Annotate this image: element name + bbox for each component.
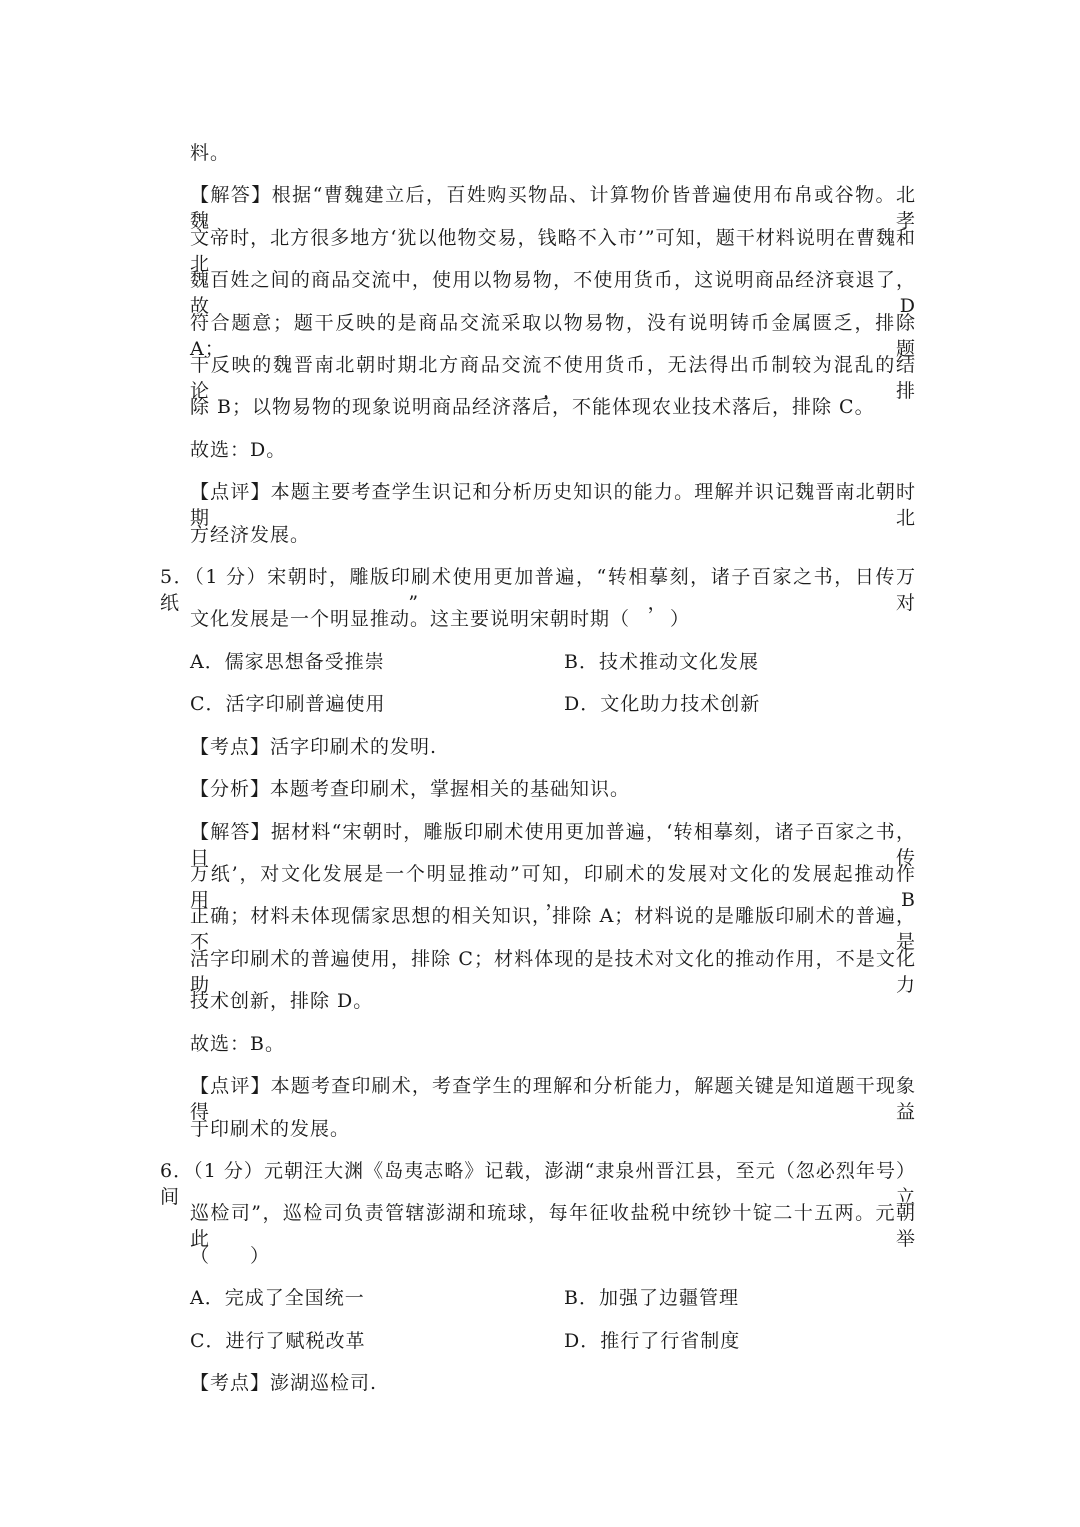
q6-option-c: C．进行了赋税改革 (190, 1330, 366, 1352)
q6-stem-line: （ ） (190, 1245, 271, 1267)
q5-choice: 故选：B。 (190, 1033, 285, 1055)
q5-answer-line: 正确；材料未体现儒家思想的相关知识，排除 A；材料说的是雕版印刷术的普遍，不是 (190, 905, 916, 953)
q6-option-a: A．完成了全国统一 (190, 1287, 365, 1309)
q5-answer-line: 活字印刷术的普遍使用，排除 C；材料体现的是技术对文化的推动作用，不是文化助力 (190, 948, 916, 996)
q5-fenxi: 【分析】本题考查印刷术，掌握相关的基础知识。 (190, 778, 631, 800)
q5-option-a: A．儒家思想备受推崇 (190, 651, 385, 673)
prev-answer-line: 干反映的魏晋南北朝时期北方商品交流不使用货币，无法得出币制较为混乱的结论，排 (190, 354, 916, 402)
q6-option-b: B．加强了边疆管理 (564, 1287, 739, 1309)
prev-answer-line: 符合题意；题干反映的是商品交流采取以物易物，没有说明铸币金属匮乏，排除 A；题 (190, 312, 916, 360)
q5-comment-line: 于印刷术的发展。 (190, 1118, 351, 1140)
q5-stem-line: 5．（1 分）宋朝时，雕版印刷术使用更加普遍，“转相摹刻，诸子百家之书，日传万纸”，对 (160, 566, 916, 614)
prev-answer-line: 除 B；以物易物的现象说明商品经济落后，不能体现农业技术落后，排除 C。 (190, 396, 875, 418)
q5-comment-line: 【点评】本题考查印刷术，考查学生的理解和分析能力，解题关键是知道题干现象得益 (190, 1075, 916, 1123)
q5-answer-line: 技术创新，排除 D。 (190, 990, 374, 1012)
q5-kaodian: 【考点】活字印刷术的发明. (190, 736, 438, 758)
prev-answer-line: 魏百姓之间的商品交流中，使用以物易物，不使用货币，这说明商品经济衰退了，故 D (190, 269, 916, 317)
q5-option-b: B．技术推动文化发展 (564, 651, 759, 673)
prev-answer-line: 【解答】根据“曹魏建立后，百姓购买物品、计算物价皆普遍使用布帛或谷物。北魏孝 (190, 184, 916, 232)
q6-stem-line: 6．（1 分）元朝汪大渊《岛夷志略》记载，澎湖“隶泉州晋江县，至元（忽必烈年号）间立 (160, 1160, 916, 1208)
q5-option-c: C．活字印刷普遍使用 (190, 693, 386, 715)
prev-answer-line: 文帝时，北方很多地方‘犹以他物交易，钱略不入市’”可知，题干材料说明在曹魏和北 (190, 227, 916, 275)
q6-kaodian: 【考点】澎湖巡检司. (190, 1372, 378, 1394)
q6-option-d: D．推行了行省制度 (564, 1330, 741, 1352)
q5-answer-line: 【解答】据材料“宋朝时，雕版印刷术使用更加普遍，‘转相摹刻，诸子百家之书，日传 (190, 821, 916, 869)
q5-option-d: D．文化助力技术创新 (564, 693, 761, 715)
prev-comment-line: 【点评】本题主要考查学生识记和分析历史知识的能力。理解并识记魏晋南北朝时期北 (190, 481, 916, 529)
q6-stem-line: 巡检司”，巡检司负责管辖澎湖和琉球，每年征收盐税中统钞十锭二十五两。元朝此举 (190, 1202, 916, 1250)
prev-analysis-tail: 料。 (190, 142, 231, 164)
prev-comment-line: 方经济发展。 (190, 524, 311, 546)
q5-stem-line: 文化发展是一个明显推动。这主要说明宋朝时期（ ） (190, 608, 691, 630)
prev-choice: 故选：D。 (190, 439, 287, 461)
q5-answer-line: 万纸’，对文化发展是一个明显推动”可知，印刷术的发展对文化的发展起推动作用，B (190, 863, 916, 911)
